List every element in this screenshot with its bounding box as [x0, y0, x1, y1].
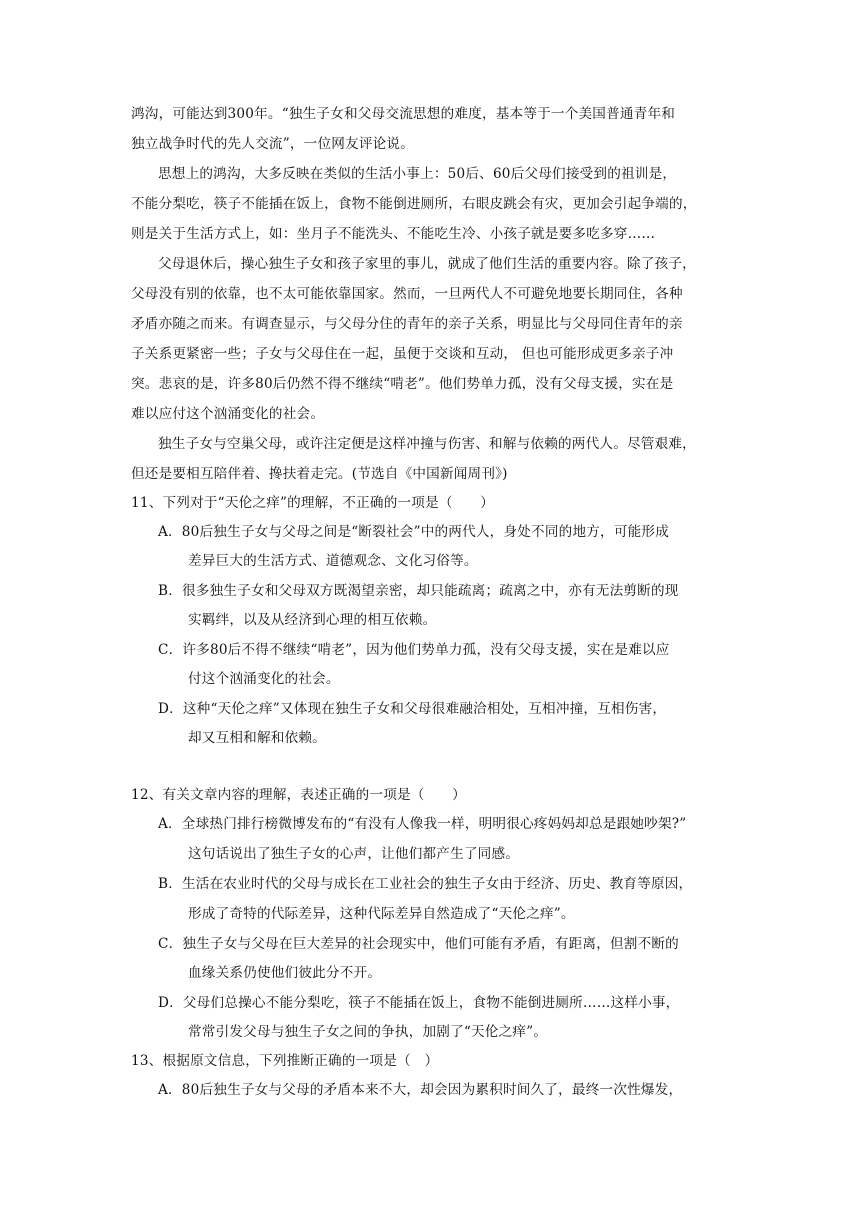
- question-stem: 13、根据原文信息，下列推断正确的一项是（ ）: [131, 1053, 439, 1069]
- option-d-continued: 却又互相和解和依赖。: [188, 730, 326, 746]
- question-stem: 12、有关文章内容的理解，表述正确的一项是（ ）: [131, 787, 466, 803]
- option-d: D．这种“天伦之痒”又体现在独生子女和父母很难融洽相处，互相冲撞，互相伤害，: [158, 701, 667, 717]
- option-d: D．父母们总操心不能分梨吃，筷子不能插在饭上，食物不能倒进厕所……这样小事，: [158, 995, 680, 1011]
- passage-line: 独生子女与空巢父母，或许注定便是这样冲撞与伤害、和解与依赖的两代人。尽管艰难，: [158, 436, 696, 452]
- option-b: B．生活在农业时代的父母与成长在工业社会的独生子女由于经济、历史、教育等原因，: [158, 876, 693, 892]
- passage-line: 思想上的鸿沟，大多反映在类似的生活小事上：50后、60后父母们接受到的祖训是，: [158, 166, 677, 182]
- option-c: C．许多80后不得不继续“啃老”，因为他们势单力孤，没有父母支援，实在是难以应: [158, 642, 670, 658]
- option-d-continued: 常常引发父母与独生子女之间的争执，加剧了“天伦之痒”。: [188, 1024, 548, 1040]
- passage-line: 但还是要相互陪伴着、搀扶着走完。(节选自《中国新闻周刊》): [131, 466, 508, 482]
- option-c-continued: 付这个汹涌变化的社会。: [188, 671, 340, 687]
- passage-line: 独立战争时代的先人交流”，一位网友评论说。: [131, 136, 415, 152]
- passage-line: 子关系更紧密一些；子女与父母住在一起，虽便于交谈和互动， 但也可能形成更多亲子冲: [131, 346, 674, 362]
- option-c-continued: 血缘关系仍使他们彼此分不开。: [188, 965, 382, 981]
- passage-line: 鸿沟，可能达到300年。“独生子女和父母交流思想的难度，基本等于一个美国普通青年和: [131, 106, 676, 122]
- passage-line: 父母退休后，操心独生子女和孩子家里的事儿，就成了他们生活的重要内容。除了孩子，: [158, 256, 696, 272]
- option-c: C．独生子女与父母在巨大差异的社会现实中，他们可能有矛盾，有距离，但割不断的: [158, 936, 679, 952]
- option-b: B．很多独生子女和父母双方既渴望亲密，却只能疏离；疏离之中，亦有无法剪断的现: [158, 583, 679, 599]
- passage-line: 则是关于生活方式上，如：坐月子不能洗头、不能吃生冷、小孩子就是要多吃多穿……: [131, 226, 656, 242]
- option-a: A．全球热门排行榜微博发布的“有没有人像我一样，明明很心疼妈妈却总是跟她吵架?”: [158, 816, 687, 832]
- option-a: A．80后独生子女与父母之间是“断裂社会”中的两代人，身处不同的地方，可能形成: [158, 524, 669, 540]
- option-b-continued: 形成了奇特的代际差异，这种代际差异自然造成了“天伦之痒”。: [188, 906, 575, 922]
- option-a-continued: 这句话说出了独生子女的心声，让他们都产生了同感。: [188, 846, 520, 862]
- option-a: A．80后独生子女与父母的矛盾本来不大，却会因为累积时间久了，最终一次性爆发，: [158, 1082, 683, 1098]
- question-stem: 11、下列对于“天伦之痒”的理解，不正确的一项是（ ）: [131, 495, 495, 511]
- passage-line: 不能分梨吃，筷子不能插在饭上，食物不能倒进厕所，右眼皮跳会有灾，更加会引起争端的，: [131, 196, 697, 212]
- option-a-continued: 差异巨大的生活方式、道德观念、文化习俗等。: [188, 553, 478, 569]
- passage-line: 父母没有别的依靠，也不太可能依靠国家。然而，一旦两代人不可避免地要长期同住，各种: [131, 286, 683, 302]
- passage-line: 矛盾亦随之而来。有调查显示，与父母分住的青年的亲子关系，明显比与父母同住青年的亲: [131, 316, 683, 332]
- option-b-continued: 实羁绊，以及从经济到心理的相互依赖。: [188, 612, 437, 628]
- passage-line: 难以应付这个汹涌变化的社会。: [131, 406, 325, 422]
- passage-line: 突。悲哀的是，许多80后仍然不得不继续“啃老”。他们势单力孤，没有父母支援，实在是: [131, 376, 674, 392]
